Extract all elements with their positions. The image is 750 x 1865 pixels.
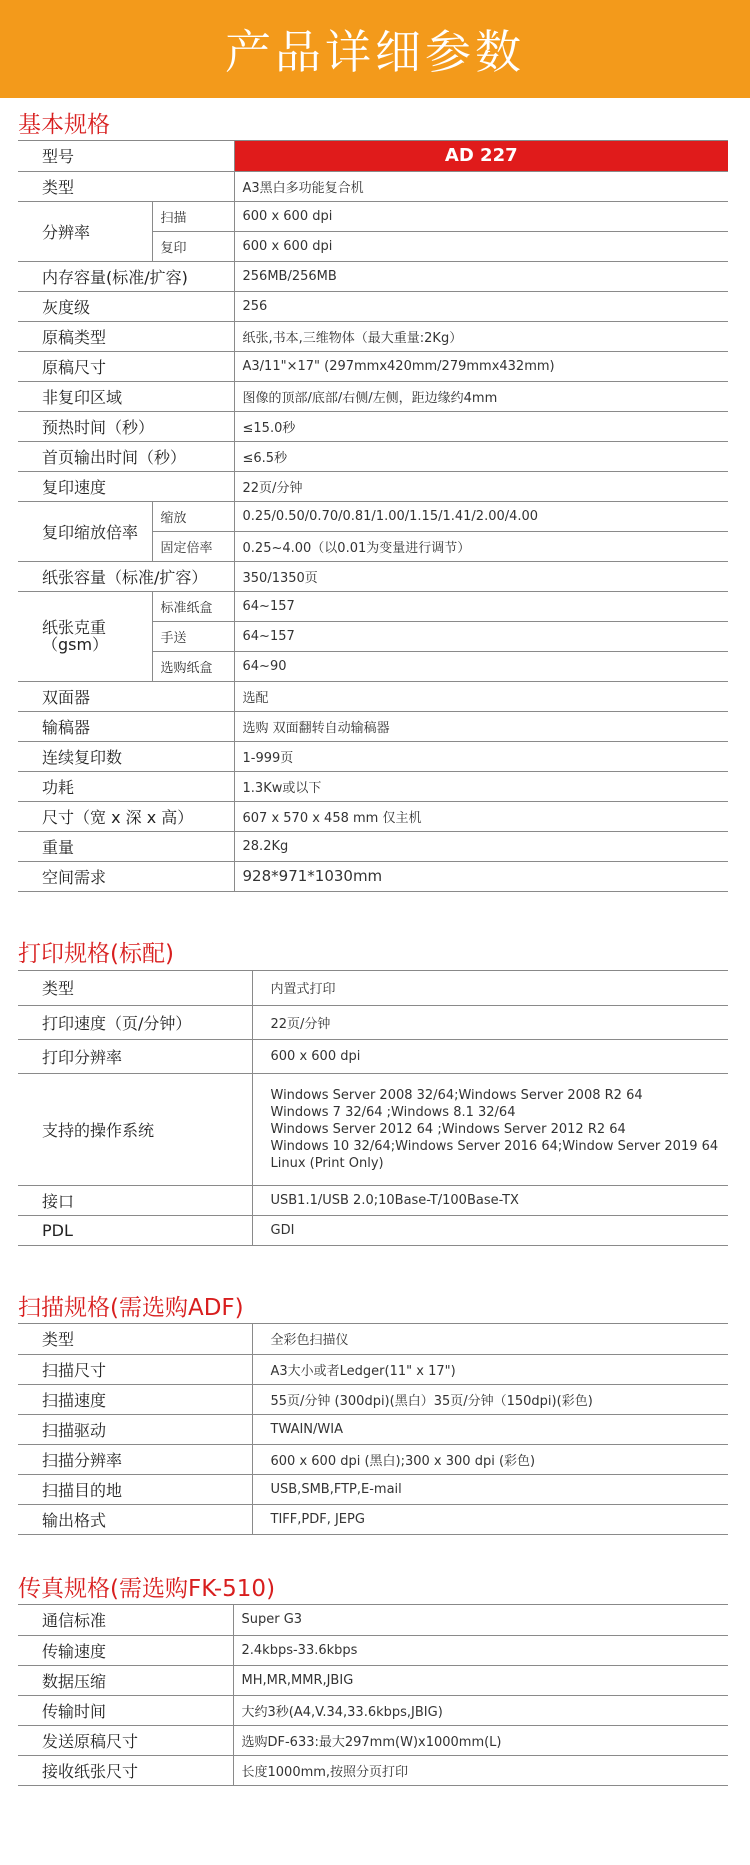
spec-value: 长度1000mm,按照分页打印 [233, 1755, 728, 1785]
spec-value: 64~90 [234, 651, 728, 681]
spec-value: 0.25/0.50/0.70/0.81/1.00/1.15/1.41/2.00/4.00 [234, 501, 728, 531]
table-row [18, 1725, 728, 1755]
spec-label: 接收纸张尺寸 [18, 1755, 233, 1785]
spec-label: 打印分辨率 [18, 1039, 252, 1073]
spec-value: 纸张,书本,三维物体（最大重量:2Kg） [234, 321, 728, 351]
spec-value: GDI [252, 1215, 728, 1245]
spec-value: TWAIN/WIA [252, 1414, 728, 1444]
table-row [18, 681, 728, 711]
header-banner [0, 0, 750, 98]
table-row [18, 381, 728, 411]
spec-value: 内置式打印 [252, 971, 728, 1005]
spec-value: 22页/分钟 [252, 1005, 728, 1039]
spec-label: 发送原稿尺寸 [18, 1725, 233, 1755]
spec-value: 55页/分钟 (300dpi)(黑白）35页/分钟（150dpi)(彩色) [252, 1384, 728, 1414]
spec-label: 打印速度（页/分钟） [18, 1005, 252, 1039]
spec-label-line: （gsm） [42, 635, 109, 654]
spec-label: 数据压缩 [18, 1665, 233, 1695]
spec-value: 600 x 600 dpi (黑白);300 x 300 dpi (彩色) [252, 1444, 728, 1474]
spec-value: 1-999页 [234, 741, 728, 771]
table-row [18, 971, 728, 1005]
spec-sublabel: 复印 [152, 231, 234, 261]
spec-label: 扫描驱动 [18, 1414, 252, 1444]
spec-value: A3大小或者Ledger(11" x 17") [252, 1354, 728, 1384]
spec-value: 选购 双面翻转自动输稿器 [234, 711, 728, 741]
table-row [18, 1695, 728, 1725]
spec-value: 256 [234, 291, 728, 321]
print-spec-table [18, 971, 728, 1246]
spec-value: A3/11"×17" (297mmx420mm/279mmx432mm) [234, 351, 728, 381]
table-row [18, 411, 728, 441]
table-row [18, 861, 728, 891]
spec-label: 扫描目的地 [18, 1474, 252, 1504]
table-row [18, 201, 728, 231]
table-row [18, 1185, 728, 1215]
table-row [18, 1755, 728, 1785]
table-row [18, 471, 728, 501]
spec-value: 256MB/256MB [234, 261, 728, 291]
table-row [18, 1474, 728, 1504]
table-row [18, 1605, 728, 1635]
spec-label: 灰度级 [18, 291, 234, 321]
table-row [18, 1444, 728, 1474]
spec-label: 空间需求 [18, 861, 234, 891]
os-line: Windows Server 2008 32/64;Windows Server 2008 R2 64 [270, 1087, 643, 1103]
table-row [18, 1354, 728, 1384]
spec-sublabel: 缩放 [152, 501, 234, 531]
spec-sublabel: 扫描 [152, 201, 234, 231]
spec-value: 607 x 570 x 458 mm 仅主机 [234, 801, 728, 831]
spec-label: 首页输出时间（秒） [18, 441, 234, 471]
spec-label: 通信标准 [18, 1605, 233, 1635]
spec-value: 2.4kbps-33.6kbps [233, 1635, 728, 1665]
table-row [18, 1635, 728, 1665]
section-title-scan: 扫描规格(需选购ADF) [18, 1295, 244, 1321]
table-row [18, 1215, 728, 1245]
table-row [18, 261, 728, 291]
spec-label: 类型 [18, 171, 234, 201]
spec-label: 扫描分辨率 [18, 1444, 252, 1474]
spec-value: ≤6.5秒 [234, 441, 728, 471]
spec-sublabel: 选购纸盒 [152, 651, 234, 681]
spec-label: 内存容量(标准/扩容) [18, 261, 234, 291]
os-line: Windows 10 32/64;Windows Server 2016 64;Window Server 2019 64 [270, 1138, 719, 1154]
table-row [18, 711, 728, 741]
table-row [18, 171, 728, 201]
spec-value: A3黑白多功能复合机 [234, 171, 728, 201]
spec-value: 全彩色扫描仪 [252, 1324, 728, 1354]
spec-value: TIFF,PDF, JEPG [252, 1504, 728, 1534]
spec-label: 扫描尺寸 [18, 1354, 252, 1384]
spec-label: 类型 [18, 1324, 252, 1354]
table-row [18, 831, 728, 861]
table-row [18, 741, 728, 771]
spec-value: 选购DF-633:最大297mm(W)x1000mm(L) [233, 1725, 728, 1755]
spec-label: 传输时间 [18, 1695, 233, 1725]
spec-label: 双面器 [18, 681, 234, 711]
spec-label: 复印速度 [18, 471, 234, 501]
table-row [18, 561, 728, 591]
table-row [18, 1384, 728, 1414]
spec-label: 输出格式 [18, 1504, 252, 1534]
spec-label: 输稿器 [18, 711, 234, 741]
section-title-print: 打印规格(标配) [18, 941, 174, 967]
spec-label: 预热时间（秒） [18, 411, 234, 441]
spec-sublabel: 固定倍率 [152, 531, 234, 561]
spec-label: 重量 [18, 831, 234, 861]
spec-value: Super G3 [233, 1605, 728, 1635]
spec-value: 350/1350页 [234, 561, 728, 591]
spec-label: 非复印区域 [18, 381, 234, 411]
spec-value: USB,SMB,FTP,E-mail [252, 1474, 728, 1504]
fax-spec-table [18, 1605, 728, 1786]
spec-value: 64~157 [234, 621, 728, 651]
os-list [252, 1073, 728, 1185]
table-row [18, 1324, 728, 1354]
spec-label: 分辨率 [18, 201, 152, 261]
spec-label: 类型 [18, 971, 252, 1005]
table-row [18, 591, 728, 621]
spec-value: 64~157 [234, 591, 728, 621]
section-title-basic: 基本规格 [18, 112, 110, 138]
spec-value: MH,MR,MMR,JBIG [233, 1665, 728, 1695]
table-row [18, 1504, 728, 1534]
spec-value: 选配 [234, 681, 728, 711]
page-title: 产品详细参数 [225, 25, 525, 79]
spec-label: 传输速度 [18, 1635, 233, 1665]
spec-label: 原稿类型 [18, 321, 234, 351]
table-row [18, 501, 728, 531]
table-row [18, 1414, 728, 1444]
spec-value: ≤15.0秒 [234, 411, 728, 441]
table-row [18, 321, 728, 351]
spec-value: 图像的顶部/底部/右侧/左侧，距边缘约4mm [234, 381, 728, 411]
model-value: AD 227 [234, 141, 728, 171]
table-row [18, 1665, 728, 1695]
table-row [18, 141, 728, 171]
table-row [18, 1039, 728, 1073]
spec-label: 支持的操作系统 [18, 1073, 252, 1185]
spec-value: 0.25~4.00（以0.01为变量进行调节） [234, 531, 728, 561]
spec-value: 600 x 600 dpi [252, 1039, 728, 1073]
section-title-fax: 传真规格(需选购FK-510) [18, 1576, 276, 1602]
os-line: Windows 7 32/64 ;Windows 8.1 32/64 [270, 1104, 516, 1120]
table-row [18, 441, 728, 471]
spec-label: PDL [18, 1215, 252, 1245]
basic-spec-table [18, 141, 728, 892]
spec-label: 扫描速度 [18, 1384, 252, 1414]
os-line: Windows Server 2012 64 ;Windows Server 2012 R2 64 [270, 1121, 626, 1137]
spec-value: 22页/分钟 [234, 471, 728, 501]
spec-sublabel: 手送 [152, 621, 234, 651]
spec-sublabel: 标准纸盒 [152, 591, 234, 621]
spec-label: 型号 [18, 141, 234, 171]
spec-value: 28.2Kg [234, 831, 728, 861]
spec-value: 大约3秒(A4,V.34,33.6kbps,JBIG) [233, 1695, 728, 1725]
spec-label: 复印缩放倍率 [18, 501, 152, 561]
spec-value: 600 x 600 dpi [234, 231, 728, 261]
spec-value: 928*971*1030mm [234, 861, 728, 891]
table-row [18, 801, 728, 831]
table-row [18, 1005, 728, 1039]
spec-label [18, 591, 152, 681]
table-row [18, 1073, 728, 1185]
spec-label: 尺寸（宽 x 深 x 高） [18, 801, 234, 831]
spec-label: 功耗 [18, 771, 234, 801]
spec-label-line: 纸张克重 [42, 618, 107, 637]
spec-label: 接口 [18, 1185, 252, 1215]
table-row [18, 291, 728, 321]
spec-label: 纸张容量（标准/扩容） [18, 561, 234, 591]
spec-label: 原稿尺寸 [18, 351, 234, 381]
spec-label: 连续复印数 [18, 741, 234, 771]
spec-value: 600 x 600 dpi [234, 201, 728, 231]
table-row [18, 771, 728, 801]
os-line: Linux (Print Only) [270, 1155, 384, 1171]
table-row [18, 351, 728, 381]
spec-value: USB1.1/USB 2.0;10Base-T/100Base-TX [252, 1185, 728, 1215]
spec-value: 1.3Kw或以下 [234, 771, 728, 801]
scan-spec-table [18, 1324, 728, 1535]
